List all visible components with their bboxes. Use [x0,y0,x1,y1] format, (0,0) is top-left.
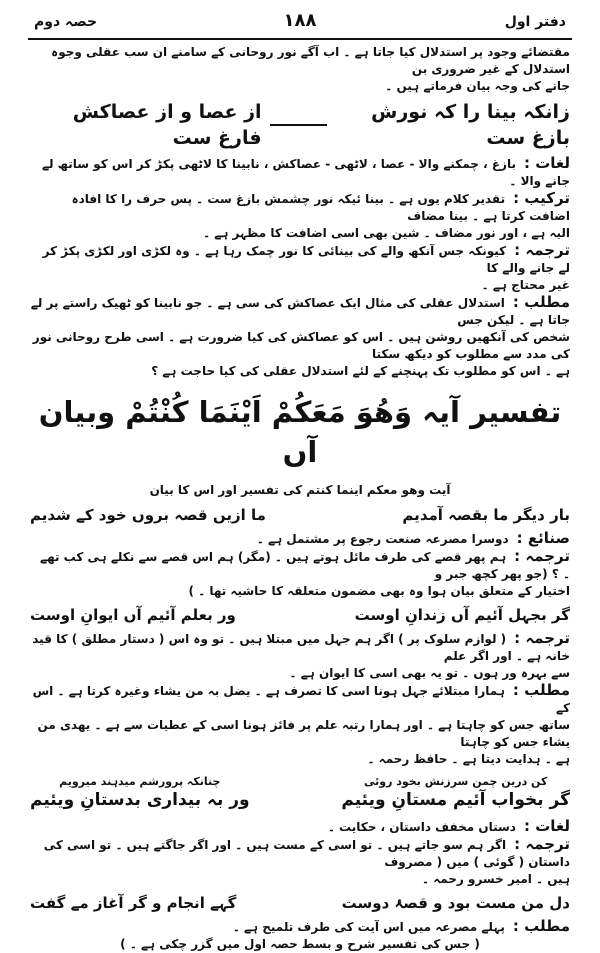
tarjuma-1-line-1: ترجمہ :کیونکہ جس آنکھ والے کی بینائی کا نور چمک رہا ہے ۔ وہ لکڑی اور لکڑی پکڑ کر لے جانے والے کا [42,241,570,275]
matlab-1-line-3: ہے ۔ اس کو مطلوب تک پہنچنے کے لئے استدلال عقلی کی کیا حاجت ہے ؟ [151,364,570,378]
matlab-2-line-3: ہے ۔ ہدایت دیتا ہے ۔ حافظ رحمہ ۔ [367,752,570,766]
sanaye-line-1: صنائع :دوسرا مصرعہ صنعت رجوع پر مشتمل ہے ۔ [256,529,570,547]
tarjuma-1-line-2: غیر محتاج ہے ۔ [481,278,570,292]
verse-3-first-hemistich: گر بجہل آئیم آں زندانِ اوست [354,606,570,624]
header-rule [28,38,572,40]
sanaye-label: صنائع : [516,529,570,547]
tarjuma-4-label: ترجمہ : [514,835,570,853]
page-number: ۱۸۸ [283,10,317,31]
matlab-2-line-1: مطلب :ہمارا مبتلائے جہل ہونا اسی کا تصرف ہے ۔ یضل بہ من یشاء وغیرہ کرتا ہے ۔ اس کے [32,681,570,715]
verse-3-second-hemistich: ور بعلم آئیم آں ایوانِ اوست [30,606,236,624]
section-heading: تفسیر آیہ وَھُوَ مَعَکُمْ اَیْنَمَا کُنْتُمْ وبیان آں [38,395,562,469]
matlab-3-line-2: ( جس کی تفسیر شرح و بسط حصہ اول میں گزر چکی ہے ۔ ) [120,937,480,951]
couplet-right-large-line: گر بخواب آئیم مستانِ ویئیم [341,790,570,810]
lughat-1-label: لغات : [523,154,570,172]
matlab-1-label: مطلب : [512,293,570,311]
intro-line-2: جانے کی وجہ بیان فرماتے ہیں ۔ [385,79,570,93]
matlab-1-line-2: شخص کی آنکھیں روشن ہیں ۔ اس کو عصاکش کی کیا ضرورت ہے ۔ اسی طرح روحانی نور کی مدد سے مطلوب کو دیکھ سکتا [32,330,570,361]
tarkeeb-line-1: ترکیب :تقدیر کلام یوں ہے ۔ بینا ئیکہ نور چشمش بازغ ست ۔ پس حرف را کا افادہ اضافت کرتا ہے ۔ بینا مضاف [71,189,570,223]
verse-divider [270,124,327,126]
matlab-3-label: مطلب : [512,917,570,935]
tarjuma-3-label: ترجمہ : [514,629,570,647]
matlab-1-line-1: مطلب :استدلال عقلی کی مثال ایک عصاکش کی سی ہے ۔ جو نابینا کو ٹھیک راستے پر لے جاتا ہے ۔ لیکن جس [30,293,570,327]
page-content [30,44,570,951]
verse-2-second-hemistich: ما ازیں قصہ بروں خود کے شدیم [30,506,266,524]
tarjuma-1-label: ترجمہ : [514,241,570,259]
verse-1 [30,99,570,151]
verse-2 [30,504,570,526]
couplet-right [341,774,570,812]
header-right-part-label: دفتر اول [504,14,566,30]
couplet-right-small-line: کن درین چمن سرزنش بخود روئی [364,775,548,788]
couplet-bottom-second-hemistich: گہے انجام و گر آغاز مے گفت [30,894,237,912]
couplet-left-small-line: چنانکہ پرورشم میدہند میرویم [59,775,221,788]
matlab-2-label: مطلب : [512,681,570,699]
lughat-2-label: لغات : [523,817,570,835]
verse-1-second-hemistich: از عصا و از عصاکش فارغ ست [72,101,262,149]
section-subheading: آیت وھو معکم اینما کنتم کی تفسیر اور اس کا بیان [149,483,451,497]
couplets-block [30,774,570,812]
page-header [28,8,572,38]
couplet-left-large-line: ور بہ بیداری بدستانِ ویئیم [30,790,250,810]
tarjuma-3-line-1: ترجمہ :( لوازم سلوک پر ) اگر ہم جہل میں مبتلا ہیں ۔ تو وہ اس ( دستار مطلق ) کا قید خانہ ہے ۔ اور اگر علم [32,629,570,663]
tarkeeb-label: ترکیب : [513,189,570,207]
couplet-left [30,774,250,812]
verse-1-first-hemistich: زانکہ بینا را کہ نورش بازغ ست [371,101,570,149]
tarjuma-2-line-2: اختیار کے متعلق بیان ہوا وہ بھی مضمون متعلقہ کا حاشیہ تھا ۔ ) [188,584,570,598]
couplet-bottom-first-hemistich: دل من مست بود و قصۂ دوست [341,894,570,912]
tarjuma-4-line-1: ترجمہ :اگر ہم سو جاتے ہیں ۔ تو اسی کے مست ہیں ۔ اور اگر جاگتے ہیں ۔ تو اسی کی داستان ( گوئی ) میں ( مصروف [43,835,570,869]
tarjuma-3-line-2: سے بہرہ ور ہوں ۔ تو یہ بھی اسی کا ایوان ہے ۔ [289,666,570,680]
lughat-1-line-1: لغات :بازغ ، چمکنے والا - عصا ، لاٹھی - عصاکش ، نابینا کا لاٹھی پکڑ کر اس کو ساتھ لے جانے والا ۔ [41,154,570,188]
intro-line-1: مقتضائے وجود پر استدلال کیا جاتا ہے ۔ اب آگے نور روحانی کے سامنے ان سب عقلی وجوہ استدلال کے غیر ضروری بن [51,45,570,76]
tarjuma-2-line-1: ترجمہ :ہم پھر قصے کی طرف مائل ہوتے ہیں ۔ (مگر) ہم اس قصے سے نکلے ہی کب تھے ۔ ؟ (جو پھر کچھ جبر و [40,547,570,581]
matlab-2-line-2: ساتھ جس کو چاہتا ہے ۔ اور ہمارا رتبہ علم پر فائز ہونا اسی کے عطیات سے ہے ۔ یھدی من یشاء جس کو چاہتا [37,718,570,749]
tarkeeb-line-2: الیہ ہے ، اور نور مضاف ۔ شین بھی اسی اضافت کا مظہر ہے ۔ [203,226,570,240]
verse-3 [30,604,570,626]
matlab-3-line-1: مطلب :پہلے مصرعہ میں اس آیت کی طرف تلمیح ہے ۔ [232,917,570,935]
verse-2-first-hemistich: بار دیگر ما بقصہ آمدیم [402,506,570,524]
tarjuma-2-label: ترجمہ : [514,547,570,565]
couplet-bottom [30,892,570,914]
tarjuma-4-line-2: ہیں ۔ امیر خسرو رحمہ ۔ [421,872,570,886]
lughat-2-line-1: لغات :دستاں مخفف داستان ، حکایت ۔ [327,817,570,835]
header-left-part-label: حصہ دوم [34,14,98,30]
